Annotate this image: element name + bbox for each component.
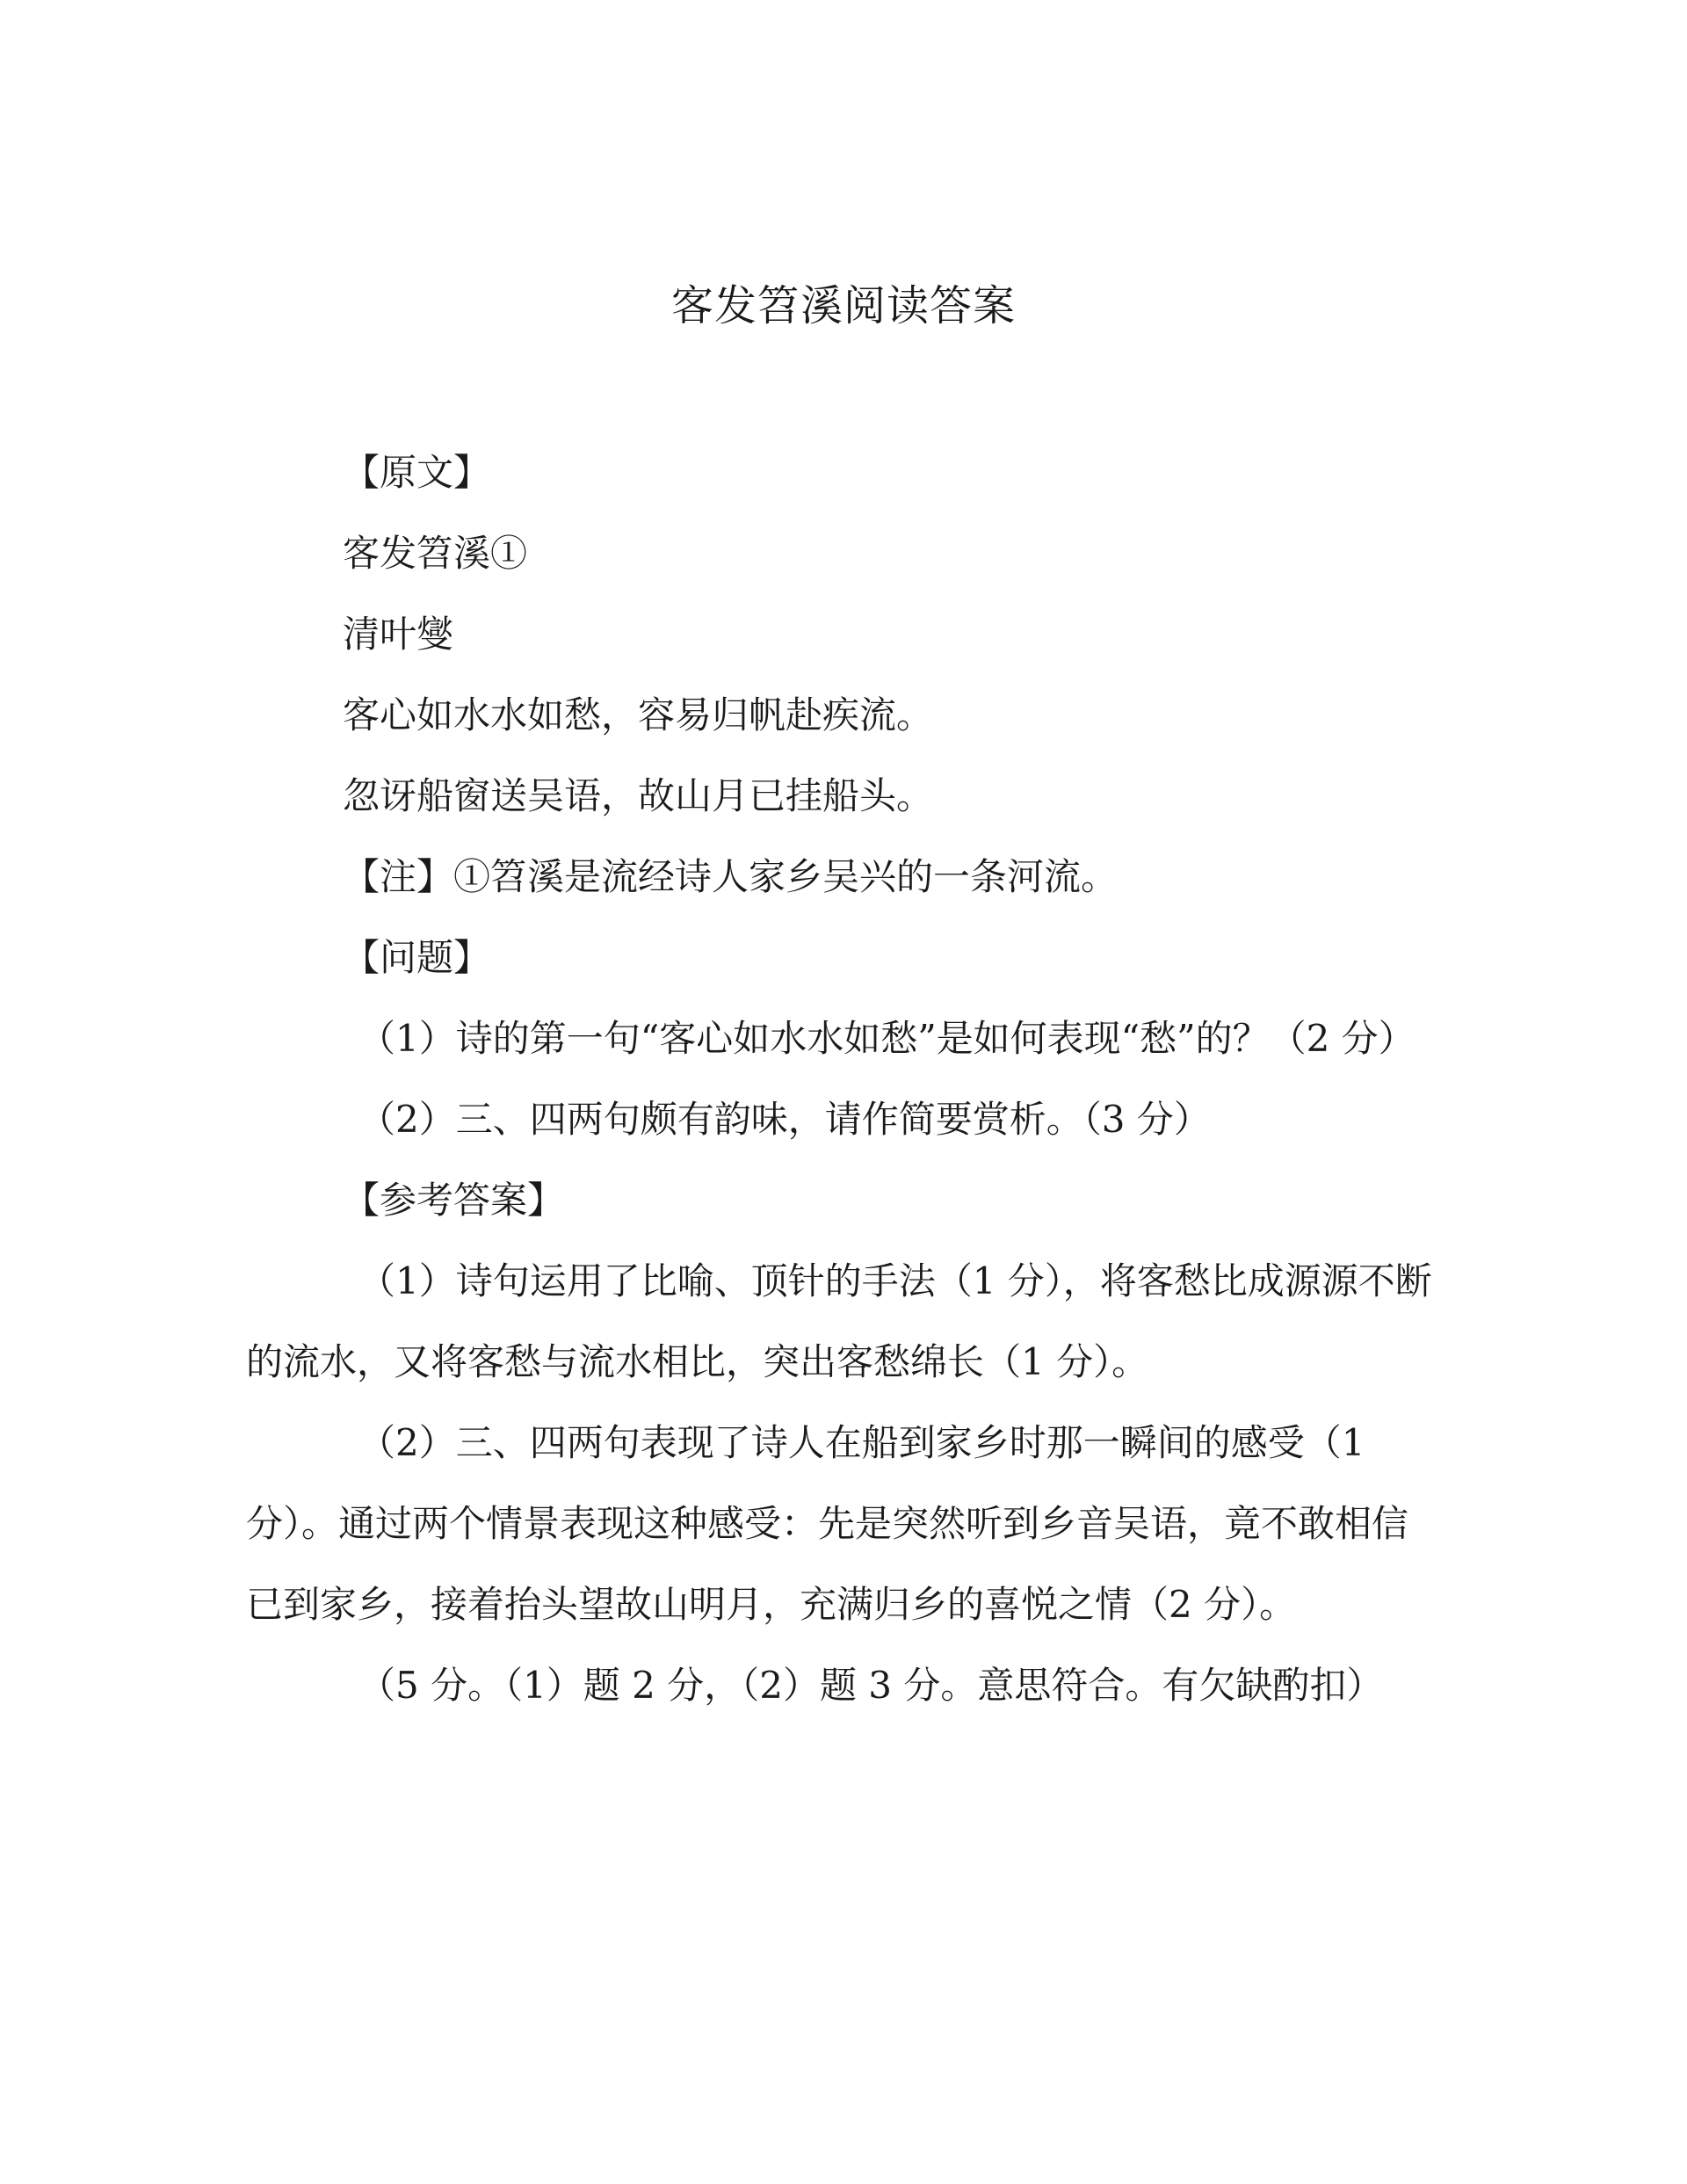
poem-line-2: 忽讶船窗送吴语，故山月已挂船头。 — [343, 774, 934, 817]
scoring-note: （5 分。（1）题 2 分，（2）题 3 分。意思符合。有欠缺酌扣） — [358, 1664, 1384, 1707]
annotation-note: 【注】①笤溪是流经诗人家乡吴兴的一条河流。 — [343, 855, 1119, 898]
answer-1: （1）诗句运用了比喻、顶针的手法（1 分），将客愁比成源源不断的流水，又将客愁与流水相比，突出客愁绵长（1 分）。 — [246, 1259, 1432, 1383]
section-heading-answers: 【参考答案】 — [343, 1179, 565, 1222]
poem-line-1: 客心如水水如愁，容易归帆赴疾流。 — [343, 693, 934, 736]
question-1: （1）诗的第一句“客心如水水如愁”是如何表现“愁”的？（2 分） — [358, 1017, 1415, 1060]
answer-2: （2）三、四两句表现了诗人在船到家乡时那一瞬间的感受（1 分）。通过两个情景表现这种感受：先是突然听到乡音吴语，竟不敢相信已到家乡，接着抬头望故山明月，充满归乡的喜悦之情（2 分）。 — [246, 1421, 1409, 1626]
document-body — [246, 432, 1441, 1726]
question-2: （2）三、四两句颇有韵味，请作简要赏析。（3 分） — [358, 1098, 1211, 1141]
poem-title: 客发笤溪① — [343, 532, 528, 575]
section-heading-questions: 【问题】 — [343, 936, 491, 979]
section-heading-original: 【原文】 — [343, 451, 491, 494]
poem-author: 清叶燮 — [343, 613, 454, 656]
page-title: 客发笤溪阅读答案 — [670, 281, 1016, 330]
